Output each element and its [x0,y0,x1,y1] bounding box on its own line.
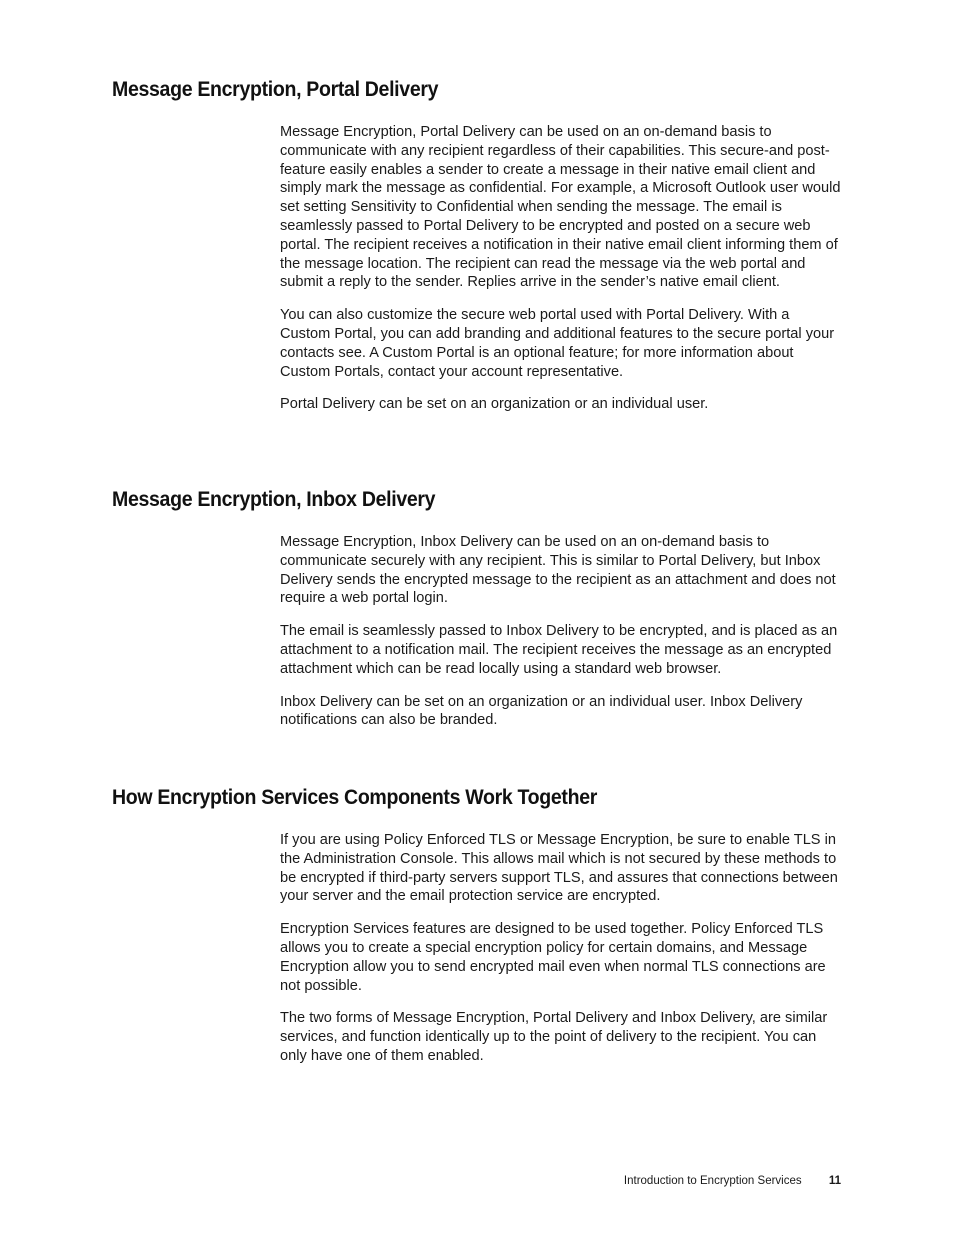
section-heading: How Encryption Services Components Work Together [112,786,598,809]
paragraph: You can also customize the secure web portal used with Portal Delivery. With a Custom Portal, you can add branding and additional features to the secure portal your contacts see. A Custom Portal is an optional feature; for more information about Custom Portals, contact your account representative. [280,307,835,380]
section-heading: Message Encryption, Inbox Delivery [112,488,436,511]
section-body [280,831,842,1080]
paragraph: The email is seamlessly passed to Inbox Delivery to be encrypted, and is placed as an attachment to a notification mail. The recipient receives the message as an encrypted attachment which can be read locally using a standard web browser. [280,623,838,677]
paragraph: The two forms of Message Encryption, Portal Delivery and Inbox Delivery, are similar services, and function identically up to the point of delivery to the recipient. You can only have one of them enabled. [280,1010,828,1064]
paragraph: Encryption Services features are designed to be used together. Policy Enforced TLS allows you to create a special encryption policy for certain domains, and Message Encryption allow you to send encrypted mail even when normal TLS connections are not possible. [280,921,826,994]
section-body [280,123,842,428]
paragraph: Message Encryption, Inbox Delivery can be used on an on-demand basis to communicate securely with any recipient. This is similar to Portal Delivery, but Inbox Delivery sends the encrypted message to the recipient as an attachment and does not require a web portal login. [280,534,836,607]
section-heading: Message Encryption, Portal Delivery [112,78,439,101]
page-footer [624,1175,841,1187]
footer-page-number: 11 [828,1175,841,1187]
paragraph: Message Encryption, Portal Delivery can be used on an on-demand basis to communicate with any recipient regardless of their capabilities. This secure-and post-feature easily enables a sender to create a message in their native email client and simply mark the message as confidential. For example, a Microsoft Outlook user would set setting Sensitivity to Confidential when sending the message. The email is seamlessly passed to Portal Delivery to be encrypted and posted on a secure web portal. The recipient receives a notification in their native email client informing them of the message location. The recipient can read the message via the web portal and submit a reply to the sender. Replies arrive in the sender’s native email client. [280,124,841,291]
paragraph: Portal Delivery can be set on an organization or an individual user. [280,396,709,413]
paragraph: Inbox Delivery can be set on an organization or an individual user. Inbox Delivery notifications can also be branded. [280,693,803,729]
section-body [280,533,842,744]
footer-chapter-title: Introduction to Encryption Services [623,1175,802,1187]
paragraph: If you are using Policy Enforced TLS or Message Encryption, be sure to enable TLS in the Administration Console. This allows mail which is not secured by these methods to be encrypted if third-party servers support TLS, and assures that connections between your server and the email protection service are encrypted. [280,832,838,905]
